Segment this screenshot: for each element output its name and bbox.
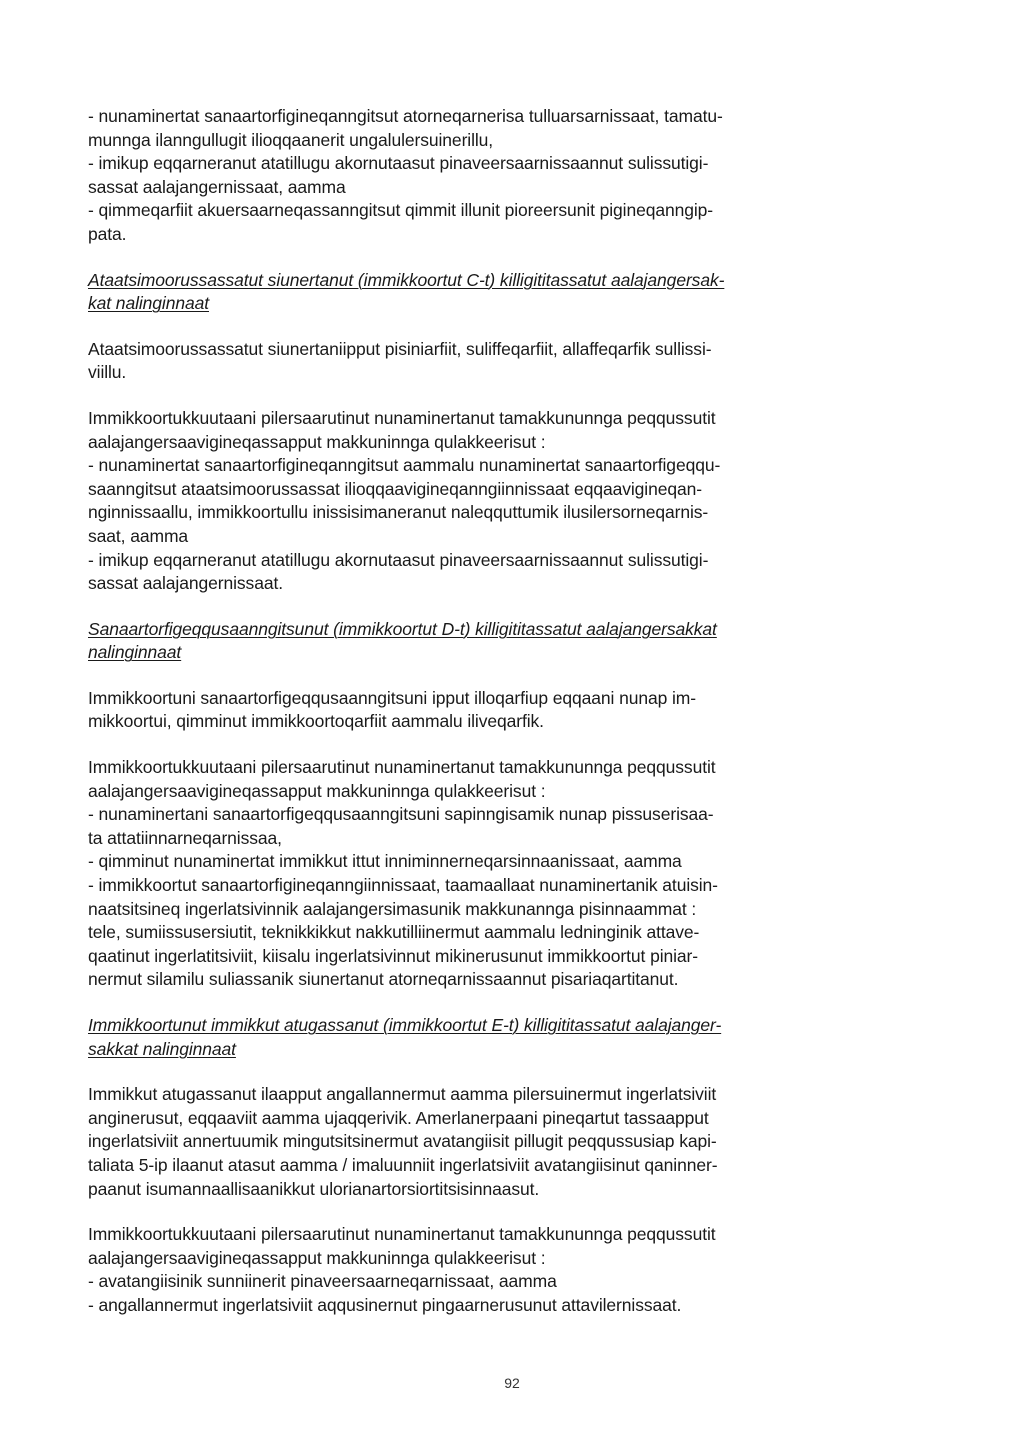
text-line: saanngitsut ataatsimoorussassat ilioqqaavigineqanngiinnissaat eqqaavigineqan- bbox=[88, 478, 702, 499]
text-line: - avatangiisinik sunniinerit pinaveersaarneqarnissaat, aamma bbox=[88, 1271, 557, 1292]
text-line: naatsitsineq ingerlatsivinnik aalajangersimasunik makkunannga pisinnaammat : bbox=[88, 898, 697, 919]
text-line: pata. bbox=[88, 223, 127, 244]
text-line: Immikkoortukkuutaani pilersaarutinut nunaminertanut tamakkununnga peqqussutit bbox=[88, 1224, 716, 1245]
text-line: Ataatsimoorussassatut siunertaniipput pisiniarfiit, suliffeqarfiit, allaffeqarfik sullissi- bbox=[88, 338, 712, 359]
text-line: ta attatiinnarneqarnissaa, bbox=[88, 827, 282, 848]
text-line: - qimminut nunaminertat immikkut ittut inniminnerneqarsinnaanissaat, aamma bbox=[88, 851, 682, 872]
paragraph-d2 bbox=[88, 756, 878, 992]
section-heading-c bbox=[88, 269, 878, 316]
text-line: - immikkoortut sanaartorfigineqanngiinnissaat, taamaallaat nunaminertanik atuisin- bbox=[88, 875, 718, 896]
text-line: saat, aamma bbox=[88, 525, 189, 546]
paragraph-c2 bbox=[88, 407, 878, 596]
paragraph-d1 bbox=[88, 687, 878, 734]
paragraph-e2 bbox=[88, 1223, 878, 1317]
text-line: taliata 5-ip ilaanut atasut aamma / imaluunniit ingerlatsiviit avatangiisinut qaninner- bbox=[88, 1154, 718, 1175]
text-line: qaatinut ingerlatitsiviit, kiisalu ingerlatsivinnut mikinerusunut immikkoortut piniar- bbox=[88, 945, 698, 966]
text-line: anginerusut, eqqaaviit aamma ujaqqerivik. Amerlanerpaani pineqartut tassaapput bbox=[88, 1107, 709, 1128]
text-line: - imikup eqqarneranut atatillugu akornutaasut pinaveersaarnissaannut sulissutigi- bbox=[88, 549, 709, 570]
text-line: - angallannermut ingerlatsiviit aqqusinernut pingaarnerusunut attavilernissaat. bbox=[88, 1294, 682, 1315]
text-line: Immikkoortuni sanaartorfigeqqusaanngitsuni ipput illoqarfiup eqqaani nunap im- bbox=[88, 687, 696, 708]
page-number: 92 bbox=[504, 1375, 520, 1391]
text-line: viillu. bbox=[88, 362, 127, 383]
text-line: - imikup eqqarneranut atatillugu akornutaasut pinaveersaarnissaannut sulissutigi- bbox=[88, 153, 709, 174]
text-line: nginnissaallu, immikkoortullu inissisimaneranut naleqquttumik ilusilersorneqarnis- bbox=[88, 502, 709, 523]
text-line: paanut isumannaallisaanikkut ulorianartorsiortitsisinnaasut. bbox=[88, 1178, 540, 1199]
text-line: tele, sumiissusersiutit, teknikkikkut nakkutilliinermut aammalu ledninginik attave- bbox=[88, 922, 700, 943]
section-heading-e bbox=[88, 1014, 878, 1061]
text-line: nermut silamilu suliassanik siunertanut atorneqarnissaannut pisariaqartitanut. bbox=[88, 969, 679, 990]
text-line: aalajangersaavigineqassapput makkuninnga qulakkeerisut : bbox=[88, 780, 546, 801]
text-line: Immikkoortukkuutaani pilersaarutinut nunaminertanut tamakkununnga peqqussutit bbox=[88, 757, 716, 778]
heading-line: kat nalinginnaat bbox=[88, 293, 209, 314]
text-line: sassat aalajangernissaat. bbox=[88, 573, 283, 594]
text-line: aalajangersaavigineqassapput makkuninnga qulakkeerisut : bbox=[88, 1247, 546, 1268]
paragraph-c1 bbox=[88, 338, 878, 385]
heading-line: sakkat nalinginnaat bbox=[88, 1038, 236, 1059]
section-heading-d bbox=[88, 618, 878, 665]
text-line: - nunaminertat sanaartorfigineqanngitsut atorneqarnerisa tulluarsarnissaat, tamatu- bbox=[88, 106, 723, 126]
heading-line: Immikkoortunut immikkut atugassanut (immikkoortut E-t) killigititassatut aalajanger- bbox=[88, 1015, 722, 1035]
text-line: mikkoortui, qimminut immikkoortoqarfiit aammalu iliveqarfik. bbox=[88, 711, 544, 732]
text-line: - nunaminertat sanaartorfigineqanngitsut aammalu nunaminertat sanaartorfigeqqu- bbox=[88, 455, 721, 476]
paragraph-bullets-intro bbox=[88, 105, 878, 247]
heading-line: nalinginnaat bbox=[88, 642, 182, 663]
text-line: - qimmeqarfiit akuersaarneqassanngitsut qimmit illunit pioreersunit pigineqanngip- bbox=[88, 200, 714, 221]
document-page bbox=[88, 105, 878, 1318]
text-line: munnga ilanngullugit ilioqqaanerit ungalulersuinerillu, bbox=[88, 129, 494, 150]
heading-line: Ataatsimoorussassatut siunertanut (immikkoortut C-t) killigititassatut aalajangersak- bbox=[88, 269, 725, 290]
heading-line: Sanaartorfigeqqusaanngitsunut (immikkoortut D-t) killigititassatut aalajangersakkat bbox=[88, 618, 717, 639]
text-line: sassat aalajangernissaat, aamma bbox=[88, 176, 346, 197]
text-line: ingerlatsiviit annertuumik mingutsitsinermut avatangiisit pillugit peqqussusiap kapi- bbox=[88, 1131, 717, 1152]
text-line: Immikkoortukkuutaani pilersaarutinut nunaminertanut tamakkununnga peqqussutit bbox=[88, 407, 716, 428]
text-line: aalajangersaavigineqassapput makkuninnga qulakkeerisut : bbox=[88, 431, 546, 452]
text-line: Immikkut atugassanut ilaapput angallannermut aamma pilersuinermut ingerlatsiviit bbox=[88, 1084, 717, 1105]
paragraph-e1 bbox=[88, 1083, 878, 1201]
text-line: - nunaminertani sanaartorfigeqqusaanngitsuni sapinngisamik nunap pissuserisaa- bbox=[88, 804, 714, 825]
